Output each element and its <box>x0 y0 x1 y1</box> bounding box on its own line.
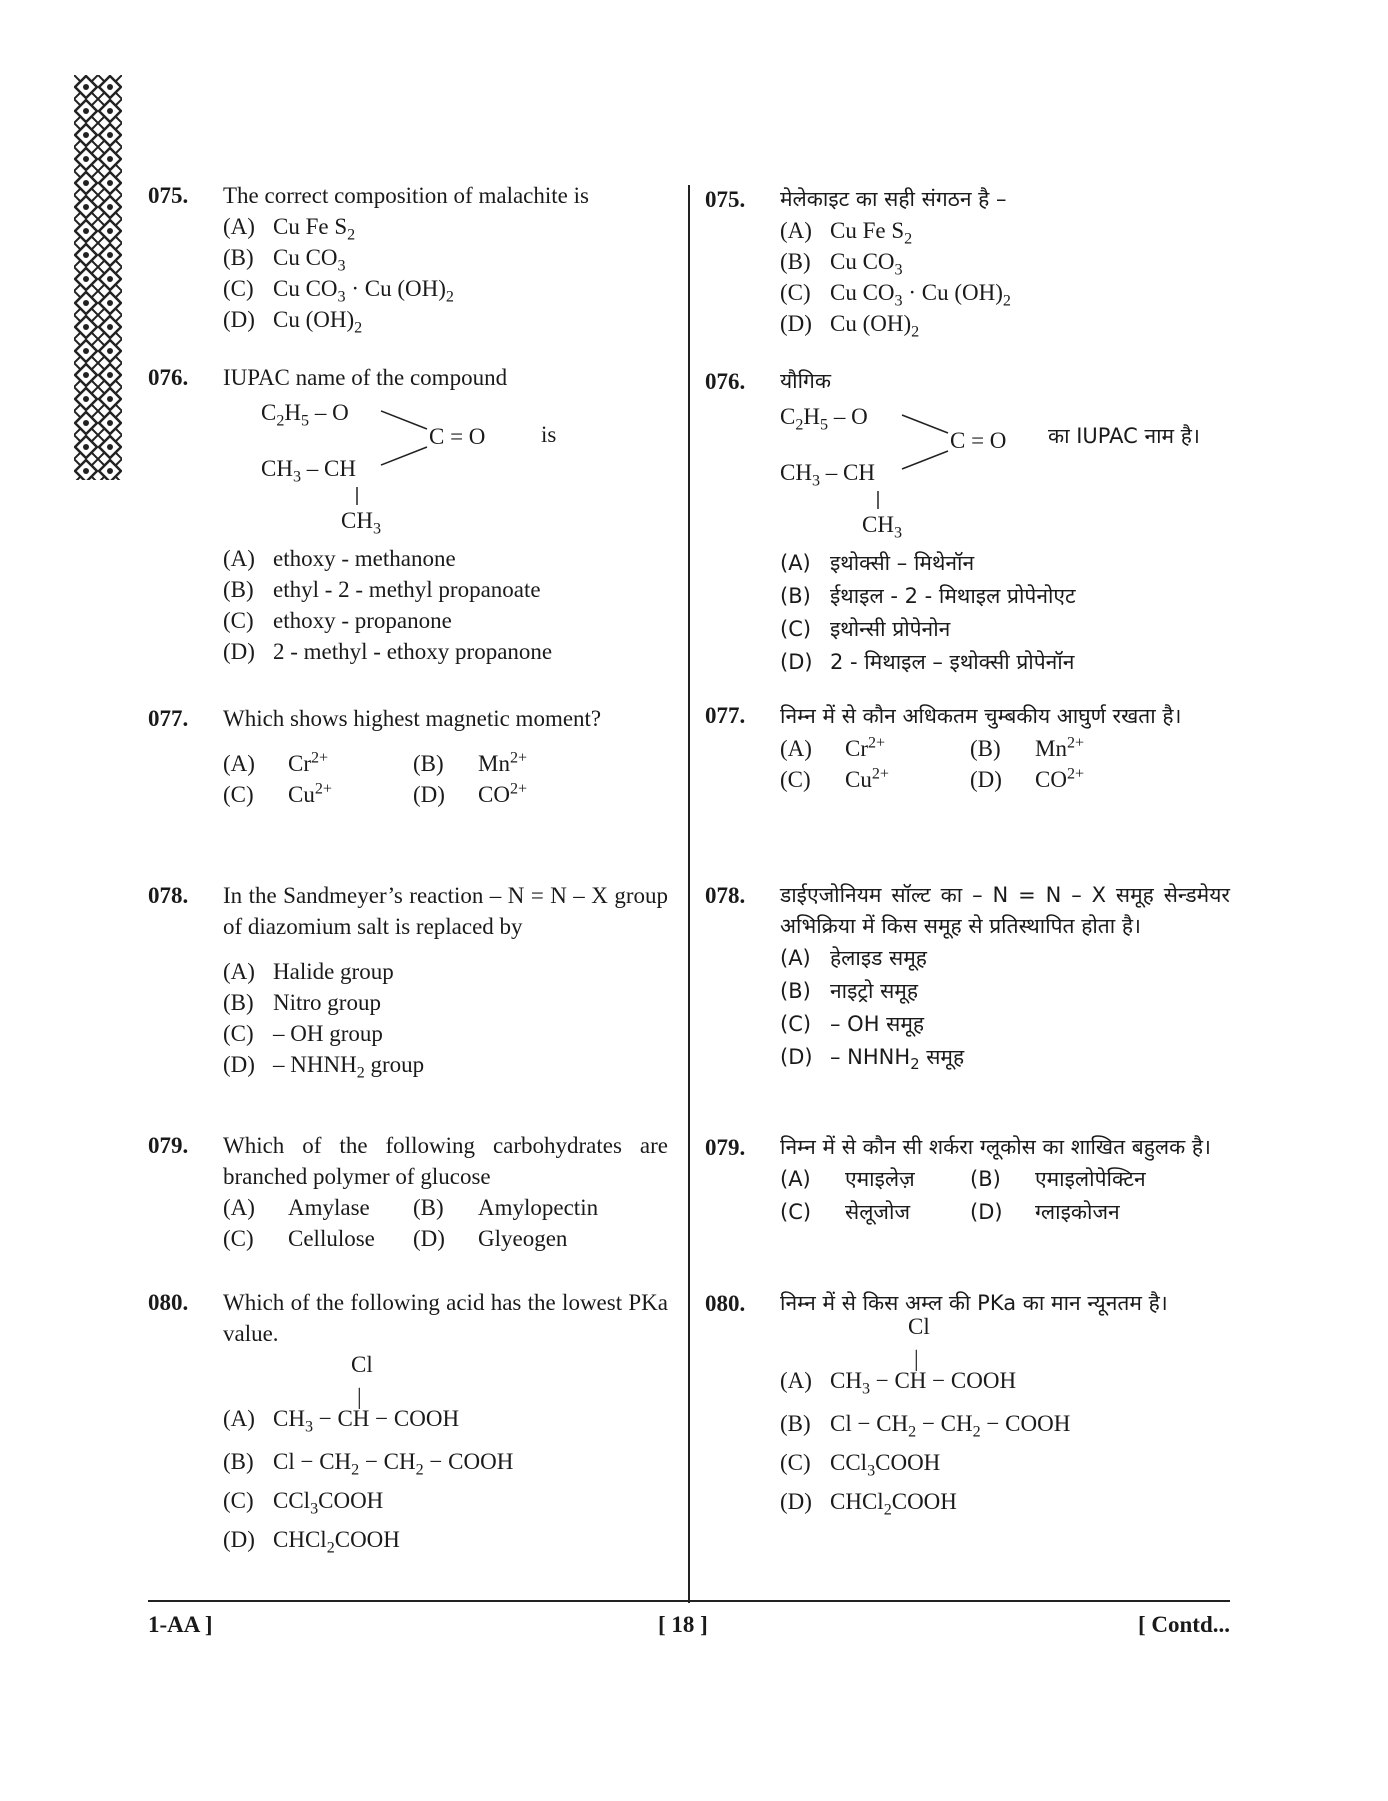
question-stem: मेलेकाइट का सही संगठन है – <box>780 187 1007 211</box>
question-number: 078. <box>705 883 746 908</box>
chlorine-substituent: Cl | <box>351 1352 373 1409</box>
is-word: is <box>541 422 557 447</box>
option-a: (A) $Cr^{2+}$ <box>223 749 329 776</box>
option-d: (D) CHCl$_2$COOH <box>223 1527 400 1557</box>
question-stem: Which shows highest magnetic moment? <box>223 706 602 731</box>
option-d: (D) Glyeogen <box>413 1226 568 1251</box>
booklet-code: 1-AA ] <box>148 1612 213 1637</box>
option-c: (C) – OH group <box>223 1021 383 1046</box>
option-c: (C) इथोन्सी प्रोपेनोन <box>780 617 951 641</box>
question-number: 078. <box>148 883 189 908</box>
question-number: 076. <box>148 365 189 390</box>
question-stem: निम्न में से कौन अधिकतम चुम्बकीय आघुर्ण रखता है। <box>780 704 1182 728</box>
option-c: (C) CCl$_3$COOH <box>780 1450 941 1480</box>
footer-rule <box>148 1600 1230 1602</box>
question-number: 079. <box>705 1135 746 1160</box>
option-a: (A) $CH_3$ − CH − COOH <box>223 1406 460 1436</box>
question-number: 077. <box>705 703 746 728</box>
option-d: (D) 2 - methyl - ethoxy propanone <box>223 639 553 664</box>
question-number: 075. <box>705 187 746 212</box>
option-b: (B) $Mn^{2+}$ <box>413 749 528 776</box>
option-b: (B) Cu $CO_3$ <box>780 249 903 279</box>
option-b: (B) $Mn^{2+}$ <box>970 734 1085 761</box>
option-a: (A) Cu Fe $S_2$ <box>780 218 913 248</box>
option-d: (D) 2 - मिथाइल – इथोक्सी प्रोपेनॉन <box>780 650 1075 674</box>
option-c: (C) Cu $CO_3 \cdot Cu$ $(OH)_2$ <box>780 280 1011 310</box>
formula-carbonyl: C = O <box>429 424 486 449</box>
iupac-suffix: का IUPAC नाम है। <box>1048 424 1200 448</box>
question-number: 077. <box>148 706 189 731</box>
option-b: (B) $Cl - CH_2 - CH_2$ − COOH <box>223 1449 514 1479</box>
question-stem: निम्न में से किस अम्ल की PKa का मान न्यूनतम है। <box>780 1291 1168 1315</box>
formula-ch3ch: $CH_3$ – CH <box>261 456 356 486</box>
page-number: [ 18 ] <box>658 1612 708 1637</box>
option-d: (D) Cu $(OH)_2$ <box>780 311 920 341</box>
question-stem: Which of the following acid has the lowest PKa value. <box>223 1290 668 1346</box>
column-divider <box>688 185 690 1603</box>
option-c: (C) CCl$_3$COOH <box>223 1488 384 1518</box>
question-stem: In the Sandmeyer’s reaction – N = N – X group of diazomium salt is replaced by <box>223 883 668 939</box>
decorative-border-pattern <box>74 75 122 480</box>
question-number: 080. <box>705 1291 746 1316</box>
option-a: (A) एमाइलेज़ <box>780 1167 915 1191</box>
chlorine-substituent: Cl | <box>908 1314 930 1371</box>
option-a: (A) $CH_3$ − CH − COOH <box>780 1368 1017 1398</box>
question-stem: IUPAC name of the compound <box>223 365 508 390</box>
structure-formula: $C_2H_5$ – O C = O का IUPAC नाम है। $CH_3$ – CH $CH_3$ <box>780 397 1230 547</box>
option-a: (A) $Cr^{2+}$ <box>780 734 886 761</box>
option-c: (C) ethoxy - propanone <box>223 608 452 633</box>
question-stem: The correct composition of malachite is <box>223 183 589 208</box>
question-number: 079. <box>148 1133 189 1158</box>
option-d: (D) CHCl$_2$COOH <box>780 1489 957 1519</box>
bond-lines <box>223 393 463 513</box>
option-d: $(D) - NHNH_2$ group <box>223 1052 425 1082</box>
option-b: (B) Amylopectin <box>413 1195 599 1220</box>
option-a: (A) ethoxy - methanone <box>223 546 456 571</box>
question-number: 080. <box>148 1290 189 1315</box>
option-c: (C) Cu $CO_3 \cdot Cu$ $(OH)_2$ <box>223 276 454 306</box>
option-a: (A) Cu Fe $S_2$ <box>223 214 356 244</box>
formula-c2h5o: $C_2H_5$ – O <box>261 400 349 430</box>
question-stem: यौगिक <box>780 369 832 393</box>
option-c: (C) $Cu^{2+}$ <box>780 765 889 792</box>
formula-ch3-bottom: $CH_3$ <box>341 508 381 538</box>
option-b: (B) Cu $CO_3$ <box>223 245 346 275</box>
question-stem: डाईएजोनियम सॉल्ट का – N = N – X समूह सेन्डमेयर अभिक्रिया में किस समूह से प्रतिस्थापित होता है। <box>780 883 1230 938</box>
question-number: 075. <box>148 183 189 208</box>
option-d: $(D) - NHNH_2$ समूह <box>780 1045 965 1074</box>
option-b: (B) नाइट्रो समूह <box>780 979 919 1003</box>
option-c: (C) Cellulose <box>223 1226 375 1251</box>
question-stem: निम्न में से कौन सी शर्करा ग्लूकोस का शाखित बहुलक है। <box>780 1135 1212 1159</box>
option-a: (A) Halide group <box>223 959 394 984</box>
option-b: (B) ethyl - 2 - methyl propanoate <box>223 577 541 602</box>
option-d: (D) $CO^{2+}$ <box>413 780 528 807</box>
option-b: (B) एमाइलोपेक्टिन <box>970 1167 1146 1191</box>
option-c: (C) $Cu^{2+}$ <box>223 780 332 807</box>
option-b: (B) Nitro group <box>223 990 381 1015</box>
option-c: (C) सेलूजोज <box>780 1200 911 1224</box>
option-c: (C) – OH समूह <box>780 1012 925 1036</box>
option-a: (A) इथोक्सी – मिथेनॉन <box>780 551 975 575</box>
option-d: (D) $CO^{2+}$ <box>970 765 1085 792</box>
bond-lines <box>780 397 1020 517</box>
option-d: (D) Cu $(OH)_2$ <box>223 307 363 337</box>
structure-formula <box>223 393 668 543</box>
option-a: (A) Amylase <box>223 1195 370 1220</box>
continued-label: [ Contd... <box>1137 1612 1230 1637</box>
option-b: (B) $Cl - CH_2 - CH_2$ − COOH <box>780 1411 1071 1441</box>
option-a: (A) हेलाइड समूह <box>780 946 927 970</box>
question-number: 076. <box>705 369 746 394</box>
question-stem: Which of the following carbohydrates are branched polymer of glucose <box>223 1133 668 1189</box>
option-b: (B) ईथाइल - 2 - मिथाइल प्रोपेनोएट <box>780 584 1076 608</box>
option-d: (D) ग्लाइकोजन <box>970 1200 1120 1224</box>
